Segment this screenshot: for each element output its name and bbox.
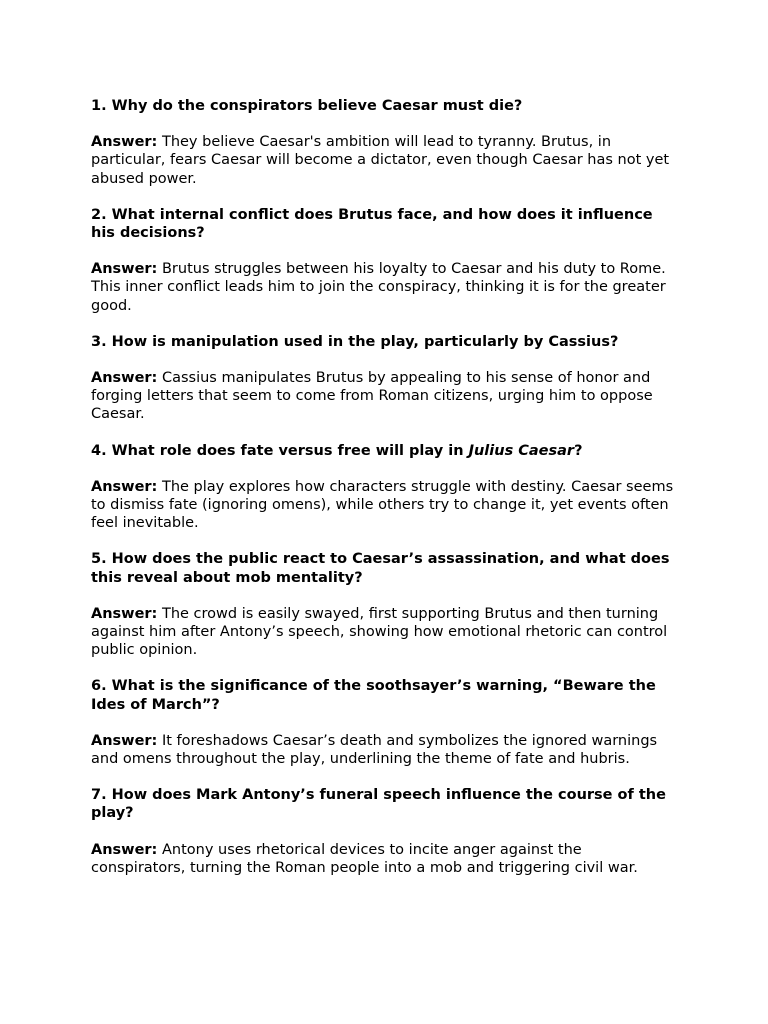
question-3: 3. How is manipulation used in the play, particularly by Cassius?	[91, 333, 619, 350]
answer-text: Antony uses rhetorical devices to incite anger against the conspirators, turning the Roman people into a mob and triggering civil war.	[91, 841, 638, 876]
answer-label: Answer:	[91, 134, 158, 151]
answer-6	[91, 732, 678, 768]
qa-item-6	[91, 677, 678, 768]
answer-label: Answer:	[91, 370, 158, 387]
question-7: 7. How does Mark Antony’s funeral speech influence the course of the play?	[91, 787, 666, 822]
question-5: 5. How does the public react to Caesar’s assassination, and what does this reveal about mob mentality?	[91, 551, 670, 586]
answer-label: Answer:	[91, 732, 158, 749]
answer-label: Answer:	[91, 605, 158, 622]
qa-item-5	[91, 550, 678, 659]
answer-4	[91, 478, 678, 533]
answer-1	[91, 133, 678, 188]
answer-label: Answer:	[91, 478, 158, 495]
question-punctuation: ?	[574, 442, 583, 459]
question-2: 2. What internal conflict does Brutus face, and how does it influence his decisions?	[91, 206, 653, 242]
answer-text: They believe Caesar's ambition will lead to tyranny. Brutus, in particular, fears Caesar will become a dictator, even though Caesar has not yet abused power.	[91, 134, 670, 187]
question-1: 1. Why do the conspirators believe Caesar must die?	[91, 98, 523, 114]
answer-7	[91, 841, 678, 877]
answer-text: Cassius manipulates Brutus by appealing to his sense of honor and forging letters that seem to come from Roman citizens, urging him to oppose Caesar.	[91, 370, 653, 423]
answer-label: Answer:	[91, 841, 158, 858]
answer-text: The play explores how characters struggle with destiny. Caesar seems to dismiss fate (ignoring omens), while others try to change it, yet events often feel inevitable.	[91, 478, 674, 532]
answer-text: It foreshadows Caesar’s death and symbolizes the ignored warnings and omens throughout the play, underlining the theme of fate and hubris.	[91, 732, 658, 768]
answer-text: The crowd is easily swayed, first supporting Brutus and then turning against him after Antony’s speech, showing how emotional rhetoric can control public opinion.	[91, 605, 668, 659]
question-4	[91, 442, 678, 460]
qa-item-7	[91, 786, 678, 877]
answer-2	[91, 260, 678, 315]
qa-item-4	[91, 442, 678, 533]
qa-item-1	[91, 97, 678, 188]
answer-label: Answer:	[91, 261, 158, 278]
qa-item-3	[91, 333, 678, 424]
qa-item-2	[91, 206, 678, 315]
play-title: Julius Caesar	[468, 442, 575, 459]
answer-5	[91, 605, 678, 660]
question-text: 4. What role does fate versus free will play in	[91, 442, 469, 459]
question-6: 6. What is the significance of the soothsayer’s warning, “Beware the Ides of March”?	[91, 678, 656, 713]
answer-text: Brutus struggles between his loyalty to Caesar and his duty to Rome. This inner conflict leads him to join the conspiracy, thinking it is for the greater good.	[91, 261, 666, 314]
answer-3	[91, 369, 678, 424]
